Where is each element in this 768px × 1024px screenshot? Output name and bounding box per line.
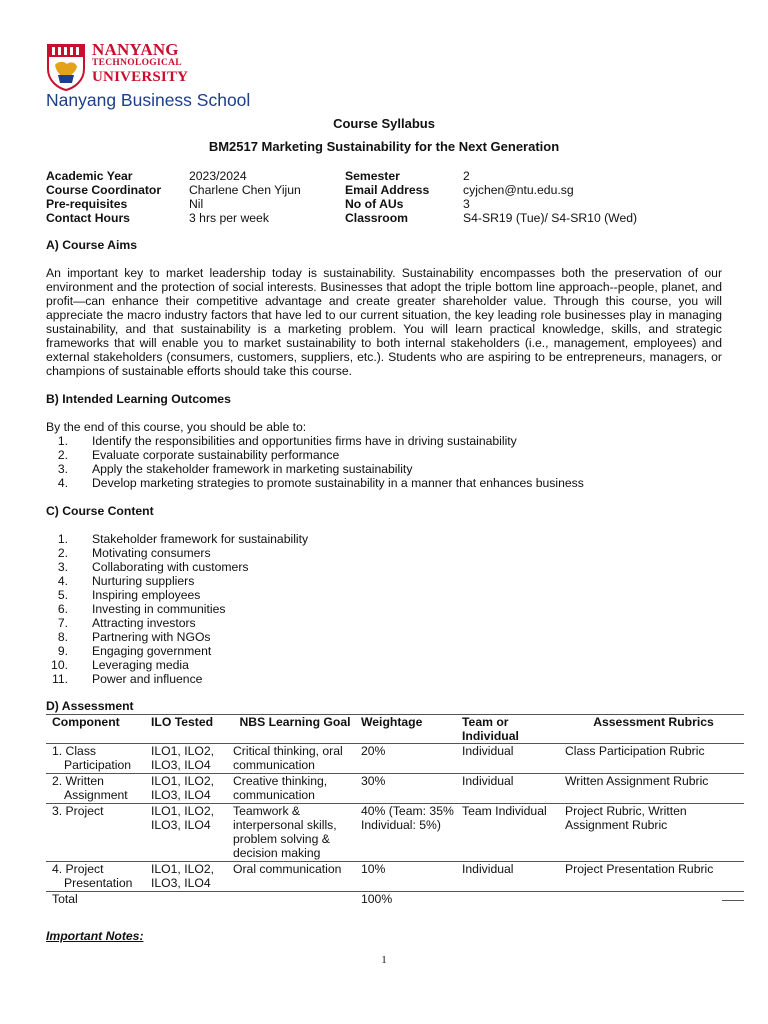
table-cell: Teamwork & interpersonal skills, problem solving & decision making [231, 804, 359, 862]
list-item [46, 434, 722, 448]
section-heading-outcomes: B) Intended Learning Outcomes [46, 392, 231, 406]
column-header: Team or Individual [460, 715, 563, 744]
table-cell: Class Participation Rubric [563, 744, 744, 774]
university-logo [46, 40, 251, 115]
table-cell: ILO1, ILO2, ILO3, ILO4 [149, 862, 231, 892]
list-number: 1. [57, 434, 68, 448]
column-header: ILO Tested [149, 715, 231, 744]
info-label: Semester [345, 169, 400, 183]
outcomes-list [46, 434, 722, 490]
content-list [46, 532, 722, 686]
course-title: BM2517 Marketing Sustainability for the Next Generation [208, 139, 560, 154]
email-address: cyjchen@ntu.edu.sg [463, 183, 574, 197]
table-cell: ILO1, ILO2, ILO3, ILO4 [149, 744, 231, 774]
list-text: Attracting investors [92, 616, 196, 630]
column-header: Assessment Rubrics [563, 715, 744, 744]
info-label: No of AUs [345, 197, 404, 211]
table-cell: Project Rubric, Written Assignment Rubric [563, 804, 744, 862]
list-number: 2. [57, 448, 68, 462]
list-item [46, 574, 722, 588]
list-number: 2. [57, 546, 68, 560]
info-value: 2 [463, 169, 470, 183]
list-text: Develop marketing strategies to promote sustainability in a manner that enhances business [92, 476, 584, 490]
list-number: 10. [51, 658, 68, 672]
list-item [46, 616, 722, 630]
info-label: Academic Year [46, 169, 133, 183]
list-text: Power and influence [92, 672, 203, 686]
section-heading-aims: A) Course Aims [46, 238, 137, 252]
document-title: Course Syllabus [333, 116, 435, 131]
list-text: Collaborating with customers [92, 560, 249, 574]
total-label: Total [52, 892, 78, 906]
university-name [92, 40, 189, 85]
list-number: 4. [57, 574, 68, 588]
university-name-line3: UNIVERSITY [92, 69, 189, 85]
list-text: Nurturing suppliers [92, 574, 195, 588]
table-cell: Creative thinking, communication [231, 774, 359, 804]
table-cell: Project Presentation Rubric [563, 862, 744, 892]
table-header-row [46, 715, 744, 744]
list-text: Investing in communities [92, 602, 226, 616]
info-label: Course Coordinator [46, 183, 162, 197]
list-text: Stakeholder framework for sustainability [92, 532, 309, 546]
university-name-line2: TECHNOLOGICAL [92, 58, 182, 68]
list-text: Evaluate corporate sustainability performance [92, 448, 340, 462]
university-crest-icon [46, 43, 86, 91]
table-cell: Critical thinking, oral communication [231, 744, 359, 774]
important-notes-heading: Important Notes: [46, 929, 144, 943]
list-text: Engaging government [92, 644, 212, 658]
column-header: Weightage [359, 715, 460, 744]
page-number: 1 [381, 954, 387, 966]
list-number: 3. [57, 462, 68, 476]
table-cell: Team Individual [460, 804, 563, 862]
table-cell: 1. Class Participation [46, 744, 149, 774]
aims-paragraph: An important key to market leadership today is sustainability. Sustainability encompasses both the preservation of our environment and the protection of social interests. Businesses that adopt the triple bottom line approach--people, planet, and profit—can enhance their competitive advantage and create greater shareholder value. Through this course, you will appreciate the macro industry factors that have led to our current situation, the key leading role businesses play in managing sustainability, and that sustainability is a marketing problem. You will learn practical knowledge, skills, and strategic frameworks that will enable you to market sustainability to both internal stakeholders (i.e., management, employees) and external stakeholders (consumers, customers, suppliers, etc.). Students who are aspiring to be entrepreneurs, managers, or champions of sustainable efforts should take this course. [46, 266, 722, 378]
info-label: Email Address [345, 183, 430, 197]
list-number: 11. [51, 672, 68, 686]
column-header: Component [46, 715, 149, 744]
table-row [46, 804, 744, 862]
info-value: 3 hrs per week [189, 211, 269, 225]
table-cell: Written Assignment Rubric [563, 774, 744, 804]
list-number: 3. [57, 560, 68, 574]
info-value: S4-SR19 (Tue)/ S4-SR10 (Wed) [463, 211, 638, 225]
list-item [46, 602, 722, 616]
info-label: Contact Hours [46, 211, 130, 225]
list-number: 9. [57, 644, 68, 658]
list-item [46, 546, 722, 560]
list-number: 4. [57, 476, 68, 490]
list-text: Apply the stakeholder framework in marketing sustainability [92, 462, 413, 476]
info-value: Nil [189, 197, 204, 211]
school-name: Nanyang Business School [46, 90, 251, 110]
info-value: 3 [463, 197, 470, 211]
table-row [46, 774, 744, 804]
info-value: Charlene Chen Yijun [189, 183, 301, 197]
section-heading-content: C) Course Content [46, 504, 154, 518]
university-name-line1: NANYANG [92, 40, 179, 59]
table-cell: 2. Written Assignment [46, 774, 149, 804]
table-total-row [46, 892, 744, 908]
table-cell: ILO1, ILO2, ILO3, ILO4 [149, 774, 231, 804]
outcomes-intro: By the end of this course, you should be able to: [46, 420, 307, 434]
list-item [46, 672, 722, 686]
info-value: 2023/2024 [189, 169, 247, 183]
list-number: 6. [57, 602, 68, 616]
list-item [46, 448, 722, 462]
table-cell: Individual [460, 744, 563, 774]
list-text: Identify the responsibilities and opportunities firms have in driving sustainability [92, 434, 517, 448]
table-cell: 4. Project Presentation [46, 862, 149, 892]
table-cell: 10% [359, 862, 460, 892]
list-text: Inspiring employees [92, 588, 201, 602]
table-cell: Individual [460, 862, 563, 892]
list-item [46, 462, 722, 476]
list-number: 5. [57, 588, 68, 602]
list-text: Motivating consumers [92, 546, 211, 560]
assessment-table [46, 714, 744, 907]
info-label: Pre-requisites [46, 197, 128, 211]
list-item [46, 588, 722, 602]
list-text: Leveraging media [92, 658, 189, 672]
list-item [46, 644, 722, 658]
list-item [46, 630, 722, 644]
table-cell: ILO1, ILO2, ILO3, ILO4 [149, 804, 231, 862]
section-heading-assessment: D) Assessment [46, 699, 134, 713]
table-end-rule [722, 900, 744, 901]
list-number: 1. [57, 532, 68, 546]
info-label: Classroom [345, 211, 408, 225]
list-item [46, 532, 722, 546]
total-value: 100% [361, 892, 393, 906]
table-row [46, 744, 744, 774]
table-cell: Individual [460, 774, 563, 804]
list-item [46, 476, 722, 490]
list-text: Partnering with NGOs [92, 630, 211, 644]
list-item [46, 658, 722, 672]
table-cell: Oral communication [231, 862, 359, 892]
table-cell: 40% (Team: 35% Individual: 5%) [359, 804, 460, 862]
column-header: NBS Learning Goal [231, 715, 359, 744]
table-cell: 3. Project [46, 804, 149, 862]
list-number: 7. [57, 616, 68, 630]
list-item [46, 560, 722, 574]
list-number: 8. [57, 630, 68, 644]
table-cell: 20% [359, 744, 460, 774]
table-cell: 30% [359, 774, 460, 804]
table-row [46, 862, 744, 892]
